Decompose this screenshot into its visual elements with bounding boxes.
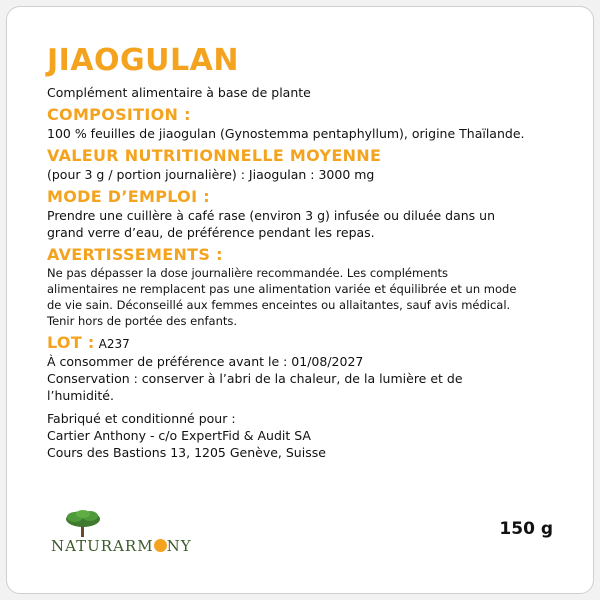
product-title: JIAOGULAN — [47, 43, 239, 78]
brand-name — [51, 537, 192, 555]
storage-line-1: Conservation : conserver à l’abri de la chaleur, de la lumière et de — [47, 371, 463, 386]
warnings-line-1: Ne pas dépasser la dose journalière recommandée. Les compléments — [47, 266, 449, 280]
product-subtitle: Complément alimentaire à base de plante — [47, 85, 311, 100]
warnings-line-2: alimentaires ne remplacent pas une alimentation variée et équilibrée et un mode — [47, 282, 517, 296]
sun-icon — [154, 539, 167, 552]
nutrition-text: (pour 3 g / portion journalière) : Jiaogulan : 3000 mg — [47, 167, 375, 182]
brand-logo — [51, 509, 226, 559]
label-footer — [51, 505, 571, 565]
tree-icon — [63, 509, 103, 539]
storage-line-2: l’humidité. — [47, 388, 114, 403]
manufacturer-line-2: Cartier Anthony - c/o ExpertFid & Audit SA — [47, 428, 311, 443]
lot-line — [47, 333, 567, 353]
composition-heading: COMPOSITION : — [47, 105, 191, 124]
lot-value: A237 — [98, 337, 130, 351]
warnings-line-3: de vie sain. Déconseillé aux femmes enceintes ou allaitantes, sauf avis médical. — [47, 298, 511, 312]
brand-name-part-1: NATURARM — [51, 537, 154, 555]
lot-heading: LOT : — [47, 333, 95, 352]
label-content — [47, 43, 567, 461]
warnings-heading: AVERTISSEMENTS : — [47, 245, 223, 264]
nutrition-heading: VALEUR NUTRITIONNELLE MOYENNE — [47, 146, 382, 165]
composition-text: 100 % feuilles de jiaogulan (Gynostemma pentaphyllum), origine Thaïlande. — [47, 126, 525, 141]
manufacturer-line-3: Cours des Bastions 13, 1205 Genève, Suisse — [47, 445, 326, 460]
brand-name-part-2: NY — [166, 537, 192, 555]
warnings-line-4: Tenir hors de portée des enfants. — [47, 314, 238, 328]
usage-heading: MODE D’EMPLOI : — [47, 187, 210, 206]
label-card — [6, 6, 594, 594]
net-weight: 150 g — [499, 519, 553, 539]
best-before: À consommer de préférence avant le : 01/08/2027 — [47, 354, 364, 369]
usage-line-2: grand verre d’eau, de préférence pendant les repas. — [47, 225, 375, 240]
usage-line-1: Prendre une cuillère à café rase (environ 3 g) infusée ou diluée dans un — [47, 208, 496, 223]
manufacturer-line-1: Fabriqué et conditionné pour : — [47, 411, 236, 426]
